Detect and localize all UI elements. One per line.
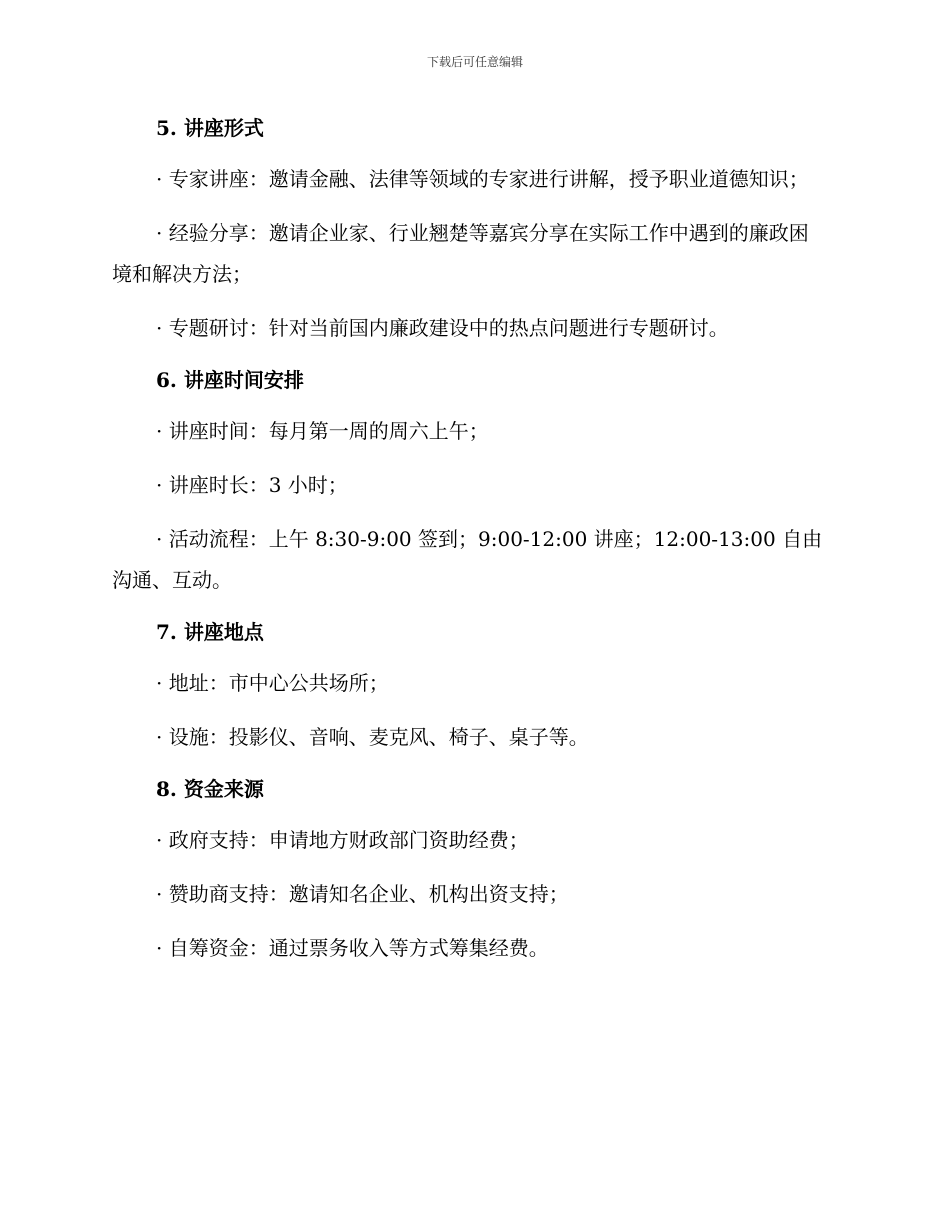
list-item — [112, 308, 828, 349]
section-lecture-schedule — [112, 362, 828, 398]
paragraph: · 赞助商支持：邀请知名企业、机构出资支持； — [156, 882, 569, 906]
paragraph: · 讲座时间：每月第一周的周六上午； — [156, 419, 489, 443]
paragraph: · 经验分享：邀请企业家、行业翘楚等嘉宾分享在实际工作中遇到的廉政困境和解决方法； — [112, 221, 809, 286]
paragraph: · 设施：投影仪、音响、麦克风、椅子、桌子等。 — [156, 725, 589, 749]
paragraph: · 专题研讨：针对当前国内廉政建设中的热点问题进行专题研讨。 — [156, 316, 729, 340]
paragraph: · 政府支持：申请地方财政部门资助经费； — [156, 828, 529, 852]
section-heading: 6. 讲座时间安排 — [156, 368, 304, 392]
list-item — [112, 717, 828, 758]
section-heading: 7. 讲座地点 — [156, 620, 264, 644]
section-heading: 5. 讲座形式 — [156, 116, 264, 140]
paragraph: · 讲座时长：3 小时； — [156, 473, 348, 497]
list-item — [112, 928, 828, 969]
paragraph: · 活动流程：上午 8:30-9:00 签到；9:00-12:00 讲座；12:00-13:00 自由沟通、互动。 — [112, 527, 823, 592]
list-item — [112, 820, 828, 861]
list-item — [112, 874, 828, 915]
section-lecture-venue — [112, 614, 828, 650]
paragraph: · 地址：市中心公共场所； — [156, 671, 389, 695]
list-item — [112, 663, 828, 704]
list-item — [112, 213, 828, 295]
paragraph: · 专家讲座：邀请金融、法律等领域的专家进行讲解，授予职业道德知识； — [156, 167, 809, 191]
list-item — [112, 411, 828, 452]
document-body — [112, 110, 828, 982]
section-heading: 8. 资金来源 — [156, 777, 264, 801]
list-item — [112, 519, 828, 601]
list-item — [112, 159, 828, 200]
page-header: 下载后可任意编辑 — [426, 55, 523, 69]
list-item — [112, 465, 828, 506]
section-lecture-format — [112, 110, 828, 146]
paragraph: · 自筹资金：通过票务收入等方式筹集经费。 — [156, 936, 549, 960]
section-funding-sources — [112, 771, 828, 807]
